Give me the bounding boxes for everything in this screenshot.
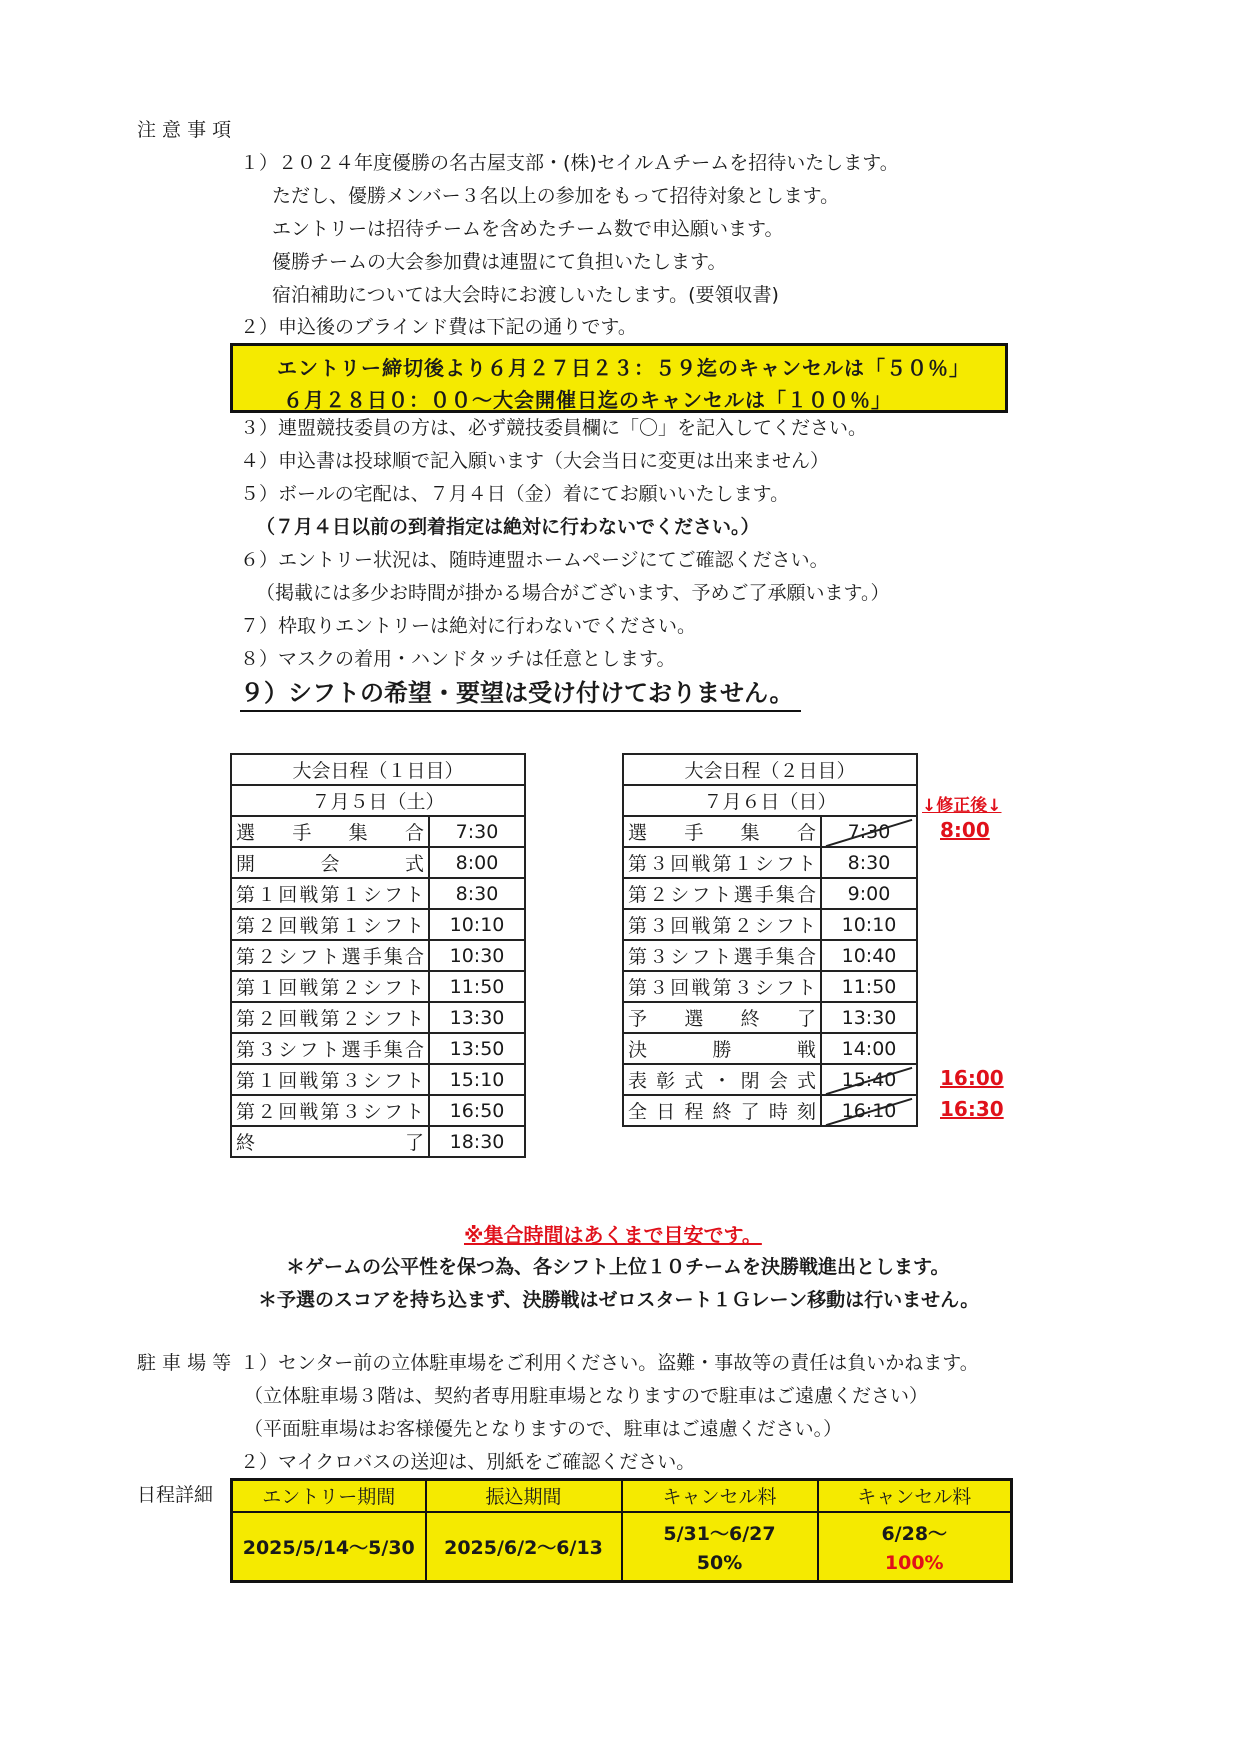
- schedule-row: [231, 847, 525, 878]
- note-item-1-line: 宿泊補助については大会時にお渡しいたします。(要領収書): [272, 284, 779, 306]
- schedule-event-time: 10:10: [429, 909, 525, 940]
- note-item-8: ８）マスクの着用・ハンドタッチは任意とします。: [240, 648, 676, 670]
- day2-title: 大会日程（２日目）: [623, 754, 917, 785]
- schedule-row: [231, 940, 525, 971]
- detail-payment-period: 2025/6/2～6/13: [426, 1512, 622, 1582]
- schedule-event-label: 第２シフト選手集合: [623, 878, 821, 909]
- schedule-row: [231, 1033, 525, 1064]
- schedule-row: [623, 878, 917, 909]
- cancel-1-period: 5/31～6/27: [663, 1522, 776, 1545]
- schedule-detail-table: [230, 1478, 1013, 1583]
- schedule-event-time: 14:00: [821, 1033, 917, 1064]
- highlight-line: エントリー締切後より６月２７日２３：５９迄のキャンセルは「５０％」: [277, 356, 970, 380]
- detail-cancel-1: [622, 1512, 818, 1582]
- parking-line: １）センター前の立体駐車場をご利用ください。盗難・事故等の責任は負いかねます。: [240, 1352, 979, 1374]
- schedule-event-time: 15:40: [821, 1064, 917, 1095]
- schedule-event-label: 全日程終了時刻: [623, 1095, 821, 1126]
- detail-cancel-2: [818, 1512, 1012, 1582]
- parking-line: （立体駐車場３階は、契約者専用駐車場となりますので駐車はご遠慮ください）: [244, 1385, 929, 1407]
- highlight-line: ６月２８日０：００～大会開催日迄のキャンセルは「１００％」: [283, 388, 892, 412]
- schedule-event-label: 第２回戦第１シフト: [231, 909, 429, 940]
- note-item-1-line: ただし、優勝メンバー３名以上の参加をもって招待対象とします。: [272, 185, 840, 207]
- schedule-event-time: 10:10: [821, 909, 917, 940]
- schedule-event-label: 決勝戦: [623, 1033, 821, 1064]
- correction-label: ↓修正後↓: [922, 796, 1002, 816]
- schedule-row: [623, 847, 917, 878]
- schedule-event-time: 16:50: [429, 1095, 525, 1126]
- schedule-row: [231, 1095, 525, 1126]
- cancel-1-rate: 50%: [696, 1551, 743, 1574]
- schedule-event-time: 8:30: [429, 878, 525, 909]
- schedule-event-time: 18:30: [429, 1126, 525, 1157]
- schedule-event-label: 第２回戦第３シフト: [231, 1095, 429, 1126]
- day2-schedule-table: [622, 753, 918, 1127]
- schedule-event-time: 16:10: [821, 1095, 917, 1126]
- schedule-row: [623, 1095, 917, 1126]
- schedule-event-time: 8:30: [821, 847, 917, 878]
- schedule-event-label: 第２回戦第２シフト: [231, 1002, 429, 1033]
- schedule-row: [231, 909, 525, 940]
- day1-title: 大会日程（１日目）: [231, 754, 525, 785]
- schedule-event-label: 第１回戦第１シフト: [231, 878, 429, 909]
- schedule-event-label: 選手集合: [231, 816, 429, 847]
- note-item-6-note: （掲載には多少お時間が掛かる場合がございます、予めご了承願います。）: [256, 582, 890, 604]
- schedule-event-label: 第３シフト選手集合: [231, 1033, 429, 1064]
- schedule-event-label: 第３シフト選手集合: [623, 940, 821, 971]
- parking-heading: 駐 車 場 等: [137, 1352, 232, 1374]
- day1-date: ７月５日（土）: [231, 785, 525, 816]
- schedule-row: [623, 909, 917, 940]
- note-item-4: ４）申込書は投球順で記入願います（大会当日に変更は出来ません）: [240, 450, 830, 472]
- schedule-row: [231, 1126, 525, 1157]
- schedule-event-label: 予選終了: [623, 1002, 821, 1033]
- corrected-time: 8:00: [940, 818, 990, 842]
- schedule-row: [623, 940, 917, 971]
- corrected-time: 16:00: [940, 1066, 1004, 1090]
- schedule-event-label: 終了: [231, 1126, 429, 1157]
- note-item-9: ９）シフトの希望・要望は受け付けておりません。: [240, 676, 801, 712]
- cancel-2-rate: 100%: [884, 1551, 944, 1574]
- cancellation-highlight-box: [230, 343, 1008, 413]
- schedule-row: [231, 971, 525, 1002]
- schedule-event-label: 開会式: [231, 847, 429, 878]
- schedule-event-time: 13:30: [821, 1002, 917, 1033]
- schedule-event-label: 選手集合: [623, 816, 821, 847]
- schedule-row: [623, 1002, 917, 1033]
- schedule-event-label: 第３回戦第３シフト: [623, 971, 821, 1002]
- day2-date: ７月６日（日）: [623, 785, 917, 816]
- cancel-2-period: 6/28～: [881, 1522, 948, 1545]
- note-item-1-line: エントリーは招待チームを含めたチーム数で申込願います。: [272, 218, 784, 240]
- notice-line: ＊ゲームの公平性を保つ為、各シフト上位１０チームを決勝戦進出とします。: [286, 1256, 950, 1278]
- detail-header-entry: エントリー期間: [232, 1480, 426, 1512]
- schedule-event-label: 第３回戦第１シフト: [623, 847, 821, 878]
- detail-header-payment: 振込期間: [426, 1480, 622, 1512]
- schedule-row: [623, 1033, 917, 1064]
- note-item-5: ５）ボールの宅配は、７月４日（金）着にてお願いいたします。: [240, 483, 790, 505]
- notice-red: ※集合時間はあくまで目安です。: [464, 1223, 762, 1247]
- schedule-event-time: 10:30: [429, 940, 525, 971]
- schedule-row: [623, 1064, 917, 1095]
- schedule-event-label: 第２シフト選手集合: [231, 940, 429, 971]
- detail-header-cancel-2: キャンセル料: [818, 1480, 1012, 1512]
- note-item-3: ３）連盟競技委員の方は、必ず競技委員欄に「〇」を記入してください。: [240, 417, 868, 439]
- schedule-event-label: 第１回戦第２シフト: [231, 971, 429, 1002]
- schedule-row: [231, 1064, 525, 1095]
- day1-schedule-table: [230, 753, 526, 1158]
- schedule-event-label: 第３回戦第２シフト: [623, 909, 821, 940]
- detail-heading: 日程詳細: [137, 1484, 214, 1506]
- schedule-event-time: 11:50: [821, 971, 917, 1002]
- note-item-1: １）２０２４年度優勝の名古屋支部・(株)セイルＡチームを招待いたします。: [240, 152, 899, 174]
- note-item-2: ２）申込後のブラインド費は下記の通りです。: [240, 316, 637, 338]
- parking-line: （平面駐車場はお客様優先となりますので、駐車はご遠慮ください。）: [244, 1418, 843, 1440]
- schedule-row: [623, 971, 917, 1002]
- schedule-event-time: 10:40: [821, 940, 917, 971]
- schedule-event-time: 13:50: [429, 1033, 525, 1064]
- detail-header-cancel-1: キャンセル料: [622, 1480, 818, 1512]
- note-item-6: ６）エントリー状況は、随時連盟ホームページにてご確認ください。: [240, 549, 829, 571]
- detail-entry-period: 2025/5/14～5/30: [232, 1512, 426, 1582]
- note-item-7: ７）枠取りエントリーは絶対に行わないでください。: [240, 615, 697, 637]
- schedule-event-time: 7:30: [821, 816, 917, 847]
- schedule-event-time: 8:00: [429, 847, 525, 878]
- schedule-row: [623, 816, 917, 847]
- notes-heading: 注 意 事 項: [137, 119, 232, 141]
- corrected-time: 16:30: [940, 1097, 1004, 1121]
- schedule-row: [231, 878, 525, 909]
- schedule-event-time: 13:30: [429, 1002, 525, 1033]
- schedule-event-label: 表彰式・閉会式: [623, 1064, 821, 1095]
- schedule-event-label: 第１回戦第３シフト: [231, 1064, 429, 1095]
- schedule-row: [231, 816, 525, 847]
- schedule-event-time: 11:50: [429, 971, 525, 1002]
- schedule-event-time: 7:30: [429, 816, 525, 847]
- note-item-1-line: 優勝チームの大会参加費は連盟にて負担いたします。: [272, 251, 727, 273]
- notice-line: ＊予選のスコアを持ち込まず、決勝戦はゼロスタート１Ｇレーン移動は行いません。: [258, 1289, 980, 1311]
- schedule-row: [231, 1002, 525, 1033]
- schedule-event-time: 9:00: [821, 878, 917, 909]
- parking-line: ２）マイクロバスの送迎は、別紙をご確認ください。: [240, 1451, 696, 1473]
- note-item-5-warning: （７月４日以前の到着指定は絶対に行わないでください。）: [256, 516, 760, 538]
- schedule-event-time: 15:10: [429, 1064, 525, 1095]
